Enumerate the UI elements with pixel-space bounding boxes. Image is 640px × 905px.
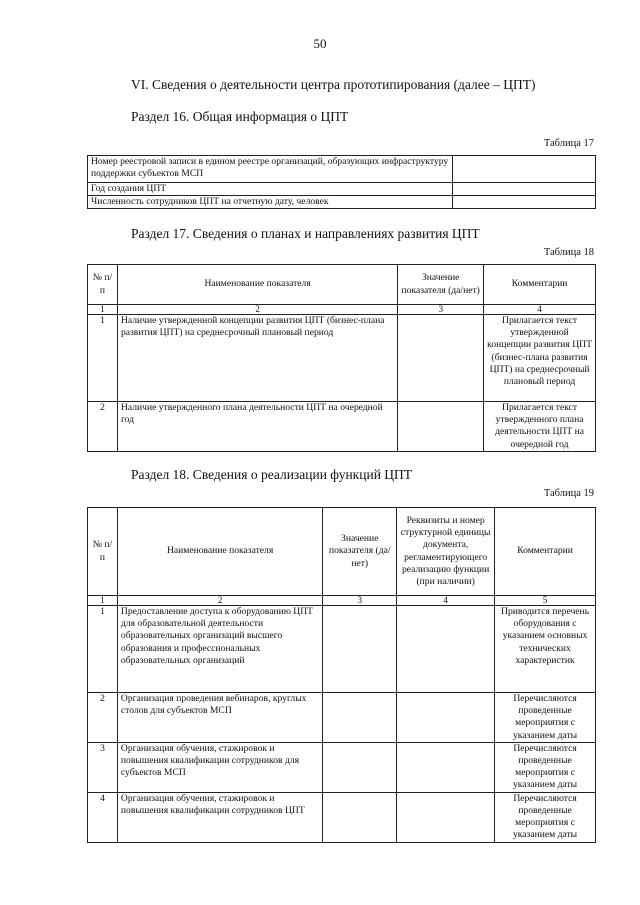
row-comment: Прилагается текст утвержденной концепции развития ЦПТ (бизнес-плана развития ЦПТ) на среднесрочный плановый период [484, 315, 596, 402]
col-number: 2 [117, 596, 322, 606]
table-row [88, 742, 596, 792]
section-16-title: Раздел 16. Общая информация о ЦПТ [131, 109, 349, 124]
row-number: 2 [88, 693, 118, 743]
row-name: Наличие утвержденного плана деятельности ЦПТ на очередной год [117, 402, 397, 452]
col-number: 4 [397, 596, 495, 606]
table-row: Численность сотрудников ЦПТ на отчетную дату, человек [88, 196, 453, 209]
table-row: Год создания ЦПТ [88, 183, 453, 196]
row-comment: Перечисляются проведенные мероприятия с указанием даты [495, 693, 596, 743]
row-name: Организация проведения вебинаров, круглых столов для субъектов МСП [117, 693, 322, 743]
col-number: 1 [88, 596, 118, 606]
table-row [88, 792, 596, 842]
col-number: 3 [398, 305, 484, 315]
table-19 [87, 507, 596, 843]
header-name: Наименование показателя [117, 265, 397, 305]
row-number: 4 [88, 792, 118, 842]
row-value[interactable] [323, 693, 397, 743]
table-18 [87, 264, 596, 452]
header-number: № п/п [88, 265, 118, 305]
table-19-label: Таблица 19 [543, 488, 594, 499]
col-number: 5 [495, 596, 596, 606]
section-17-title: Раздел 17. Сведения о планах и направлениях развития ЦПТ [131, 226, 480, 241]
header-comment: Комментарии [484, 265, 596, 305]
table-cell-value[interactable] [453, 183, 596, 196]
col-number: 4 [484, 305, 596, 315]
header-document: Реквизиты и номер структурной единицы документа, регламентирующего реализацию функции (при наличии) [397, 508, 495, 596]
header-name: Наименование показателя [117, 508, 322, 596]
table-17 [87, 155, 596, 209]
header-number: № п/п [88, 508, 118, 596]
col-number: 2 [117, 305, 397, 315]
row-value[interactable] [323, 792, 397, 842]
table-17-label: Таблица 17 [543, 138, 594, 149]
row-name: Организация обучения, стажировок и повышения квалификации сотрудников ЦПТ [117, 792, 322, 842]
header-value: Значение показателя (да/нет) [323, 508, 397, 596]
table-row [88, 315, 596, 402]
header-comment: Комментарии [495, 508, 596, 596]
section-18-title: Раздел 18. Сведения о реализации функций ЦПТ [131, 467, 413, 482]
header-value: Значение показателя (да/нет) [398, 265, 484, 305]
row-document[interactable] [397, 693, 495, 743]
table-row [88, 402, 596, 452]
col-number: 3 [323, 596, 397, 606]
col-number: 1 [88, 305, 118, 315]
table-cell-value[interactable] [453, 196, 596, 209]
row-comment: Прилагается текст утвержденного плана деятельности ЦПТ на очередной год [484, 402, 596, 452]
table-cell-value[interactable] [453, 156, 596, 183]
row-number: 2 [88, 402, 118, 452]
row-number: 3 [88, 742, 118, 792]
table-row [88, 606, 596, 693]
row-document[interactable] [397, 742, 495, 792]
section-title: VI. Сведения о деятельности центра прототипирования (далее – ЦПТ) [131, 77, 536, 92]
row-name: Организация обучения, стажировок и повышения квалификации сотрудников для субъектов МСП [117, 742, 322, 792]
table-row [88, 693, 596, 743]
table-row: Номер реестровой записи в едином реестре организаций, образующих инфраструктуру поддержки субъектов МСП [88, 156, 453, 183]
row-comment: Приводится перечень оборудования с указанием основных технических характеристик [495, 606, 596, 693]
row-comment: Перечисляются проведенные мероприятия с указанием даты [495, 792, 596, 842]
table-18-label: Таблица 18 [543, 247, 594, 258]
row-name: Наличие утвержденной концепции развития ЦПТ (бизнес-плана развития ЦПТ) на среднесрочный плановый период [117, 315, 397, 402]
row-comment: Перечисляются проведенные мероприятия с указанием даты [495, 742, 596, 792]
row-value[interactable] [323, 742, 397, 792]
row-number: 1 [88, 606, 118, 693]
row-document[interactable] [397, 792, 495, 842]
row-value[interactable] [323, 606, 397, 693]
row-number: 1 [88, 315, 118, 402]
row-value[interactable] [398, 402, 484, 452]
row-value[interactable] [398, 315, 484, 402]
row-name: Предоставление доступа к оборудованию ЦПТ для образовательной деятельности образовательных организаций высшего образования и профессиональных образовательных организаций [117, 606, 322, 693]
page-number: 50 [313, 36, 327, 51]
row-document[interactable] [397, 606, 495, 693]
